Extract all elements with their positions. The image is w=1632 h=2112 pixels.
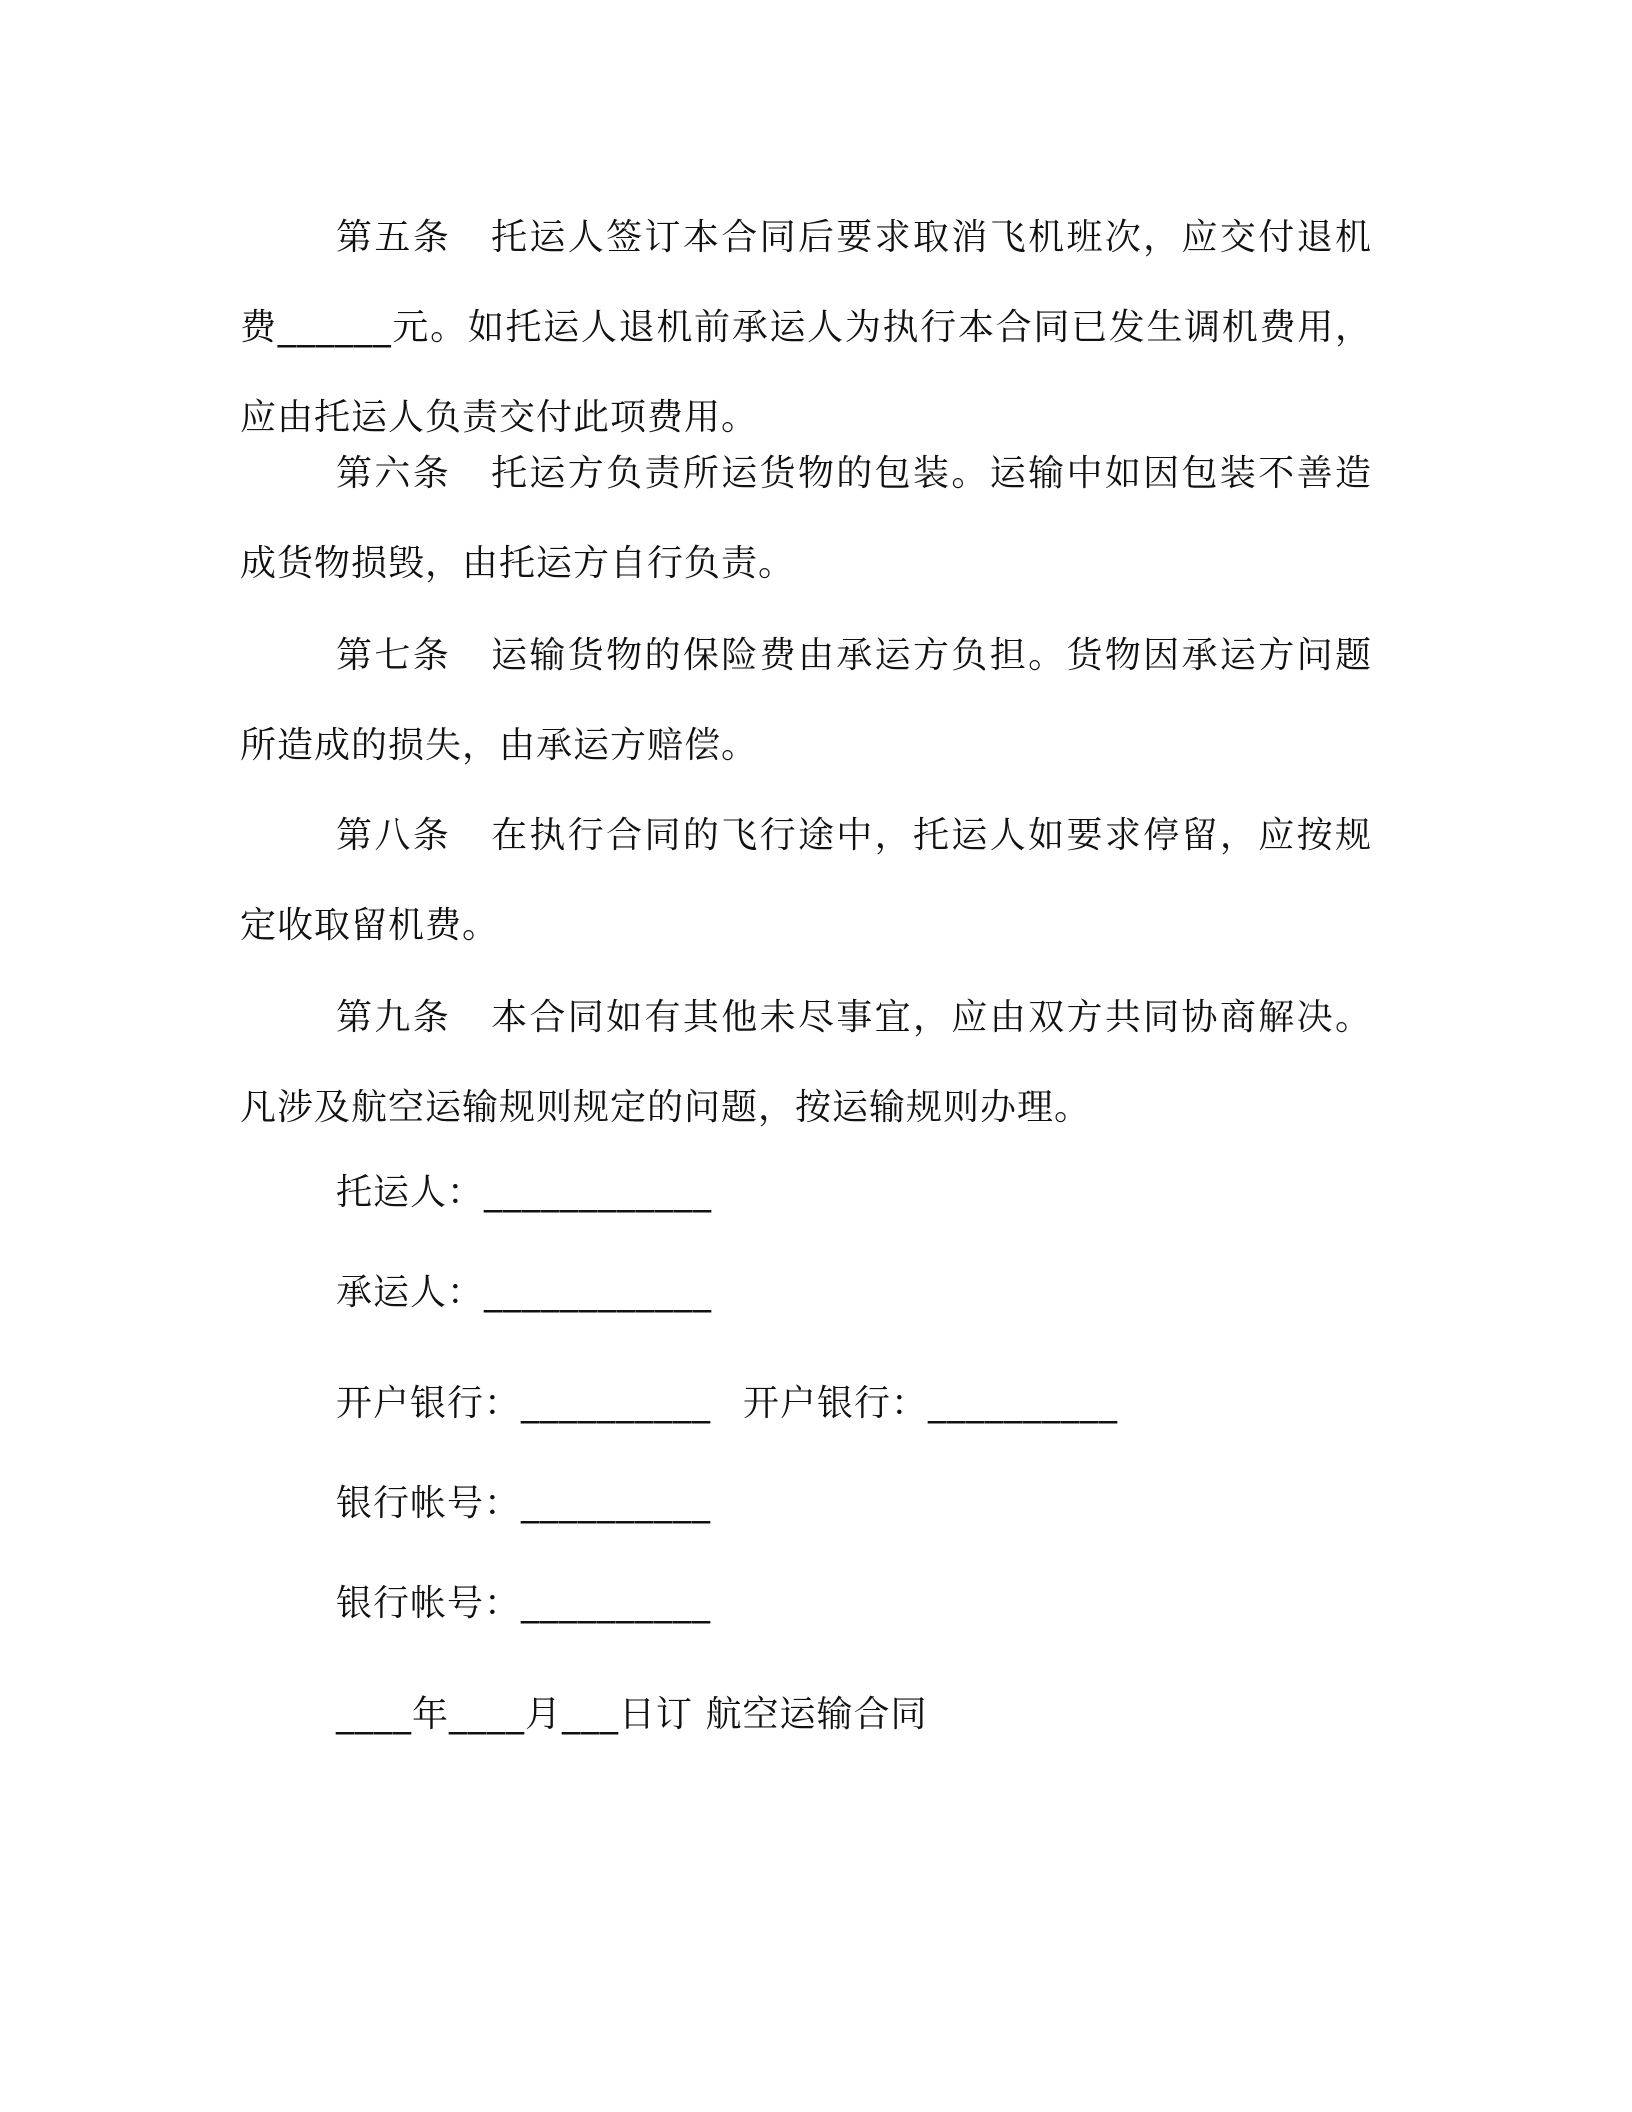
shipper-signature-line: 托运人：____________: [336, 1172, 713, 1213]
article-5: [240, 193, 1372, 463]
article-6-text: 托运方负责所运货物的包装。运输中如因包装不善造成货物损毁，由托运方自行负责。: [240, 453, 1372, 584]
carrier-signature-line: 承运人：____________: [336, 1272, 713, 1313]
article-9-text: 本合同如有其他未尽事宜，应由双方共同协商解决。凡涉及航空运输规则规定的问题，按运输规则办理。: [240, 997, 1372, 1128]
article-6-title: 第六条: [336, 453, 452, 494]
article-8-title: 第八条: [336, 815, 452, 856]
article-8: [240, 791, 1372, 971]
article-7-title: 第七条: [336, 635, 452, 676]
shipper-bank-field: 开户银行：__________: [336, 1383, 712, 1424]
carrier-account-line: 银行帐号：__________: [336, 1583, 712, 1624]
article-9-title: 第九条: [336, 997, 452, 1038]
article-7-text: 运输货物的保险费由承运方负担。货物因承运方问题所造成的损失，由承运方赔偿。: [240, 635, 1372, 766]
article-5-text: 托运人签订本合同后要求取消飞机班次，应交付退机费______元。如托运人退机前承运人为执行本合同已发生调机费用，应由托运人负责交付此项费用。: [240, 217, 1372, 438]
article-7: [240, 611, 1372, 791]
article-8-text: 在执行合同的飞行途中，托运人如要求停留，应按规定收取留机费。: [240, 815, 1372, 946]
carrier-bank-field: 开户银行：__________: [743, 1383, 1119, 1424]
date-line: ____年____月___日订 航空运输合同: [336, 1694, 928, 1735]
bank-line: [336, 1379, 1118, 1429]
article-6: [240, 429, 1372, 609]
article-5-title: 第五条: [336, 217, 452, 258]
shipper-account-line: 银行帐号：__________: [336, 1483, 712, 1524]
article-9: [240, 973, 1372, 1153]
